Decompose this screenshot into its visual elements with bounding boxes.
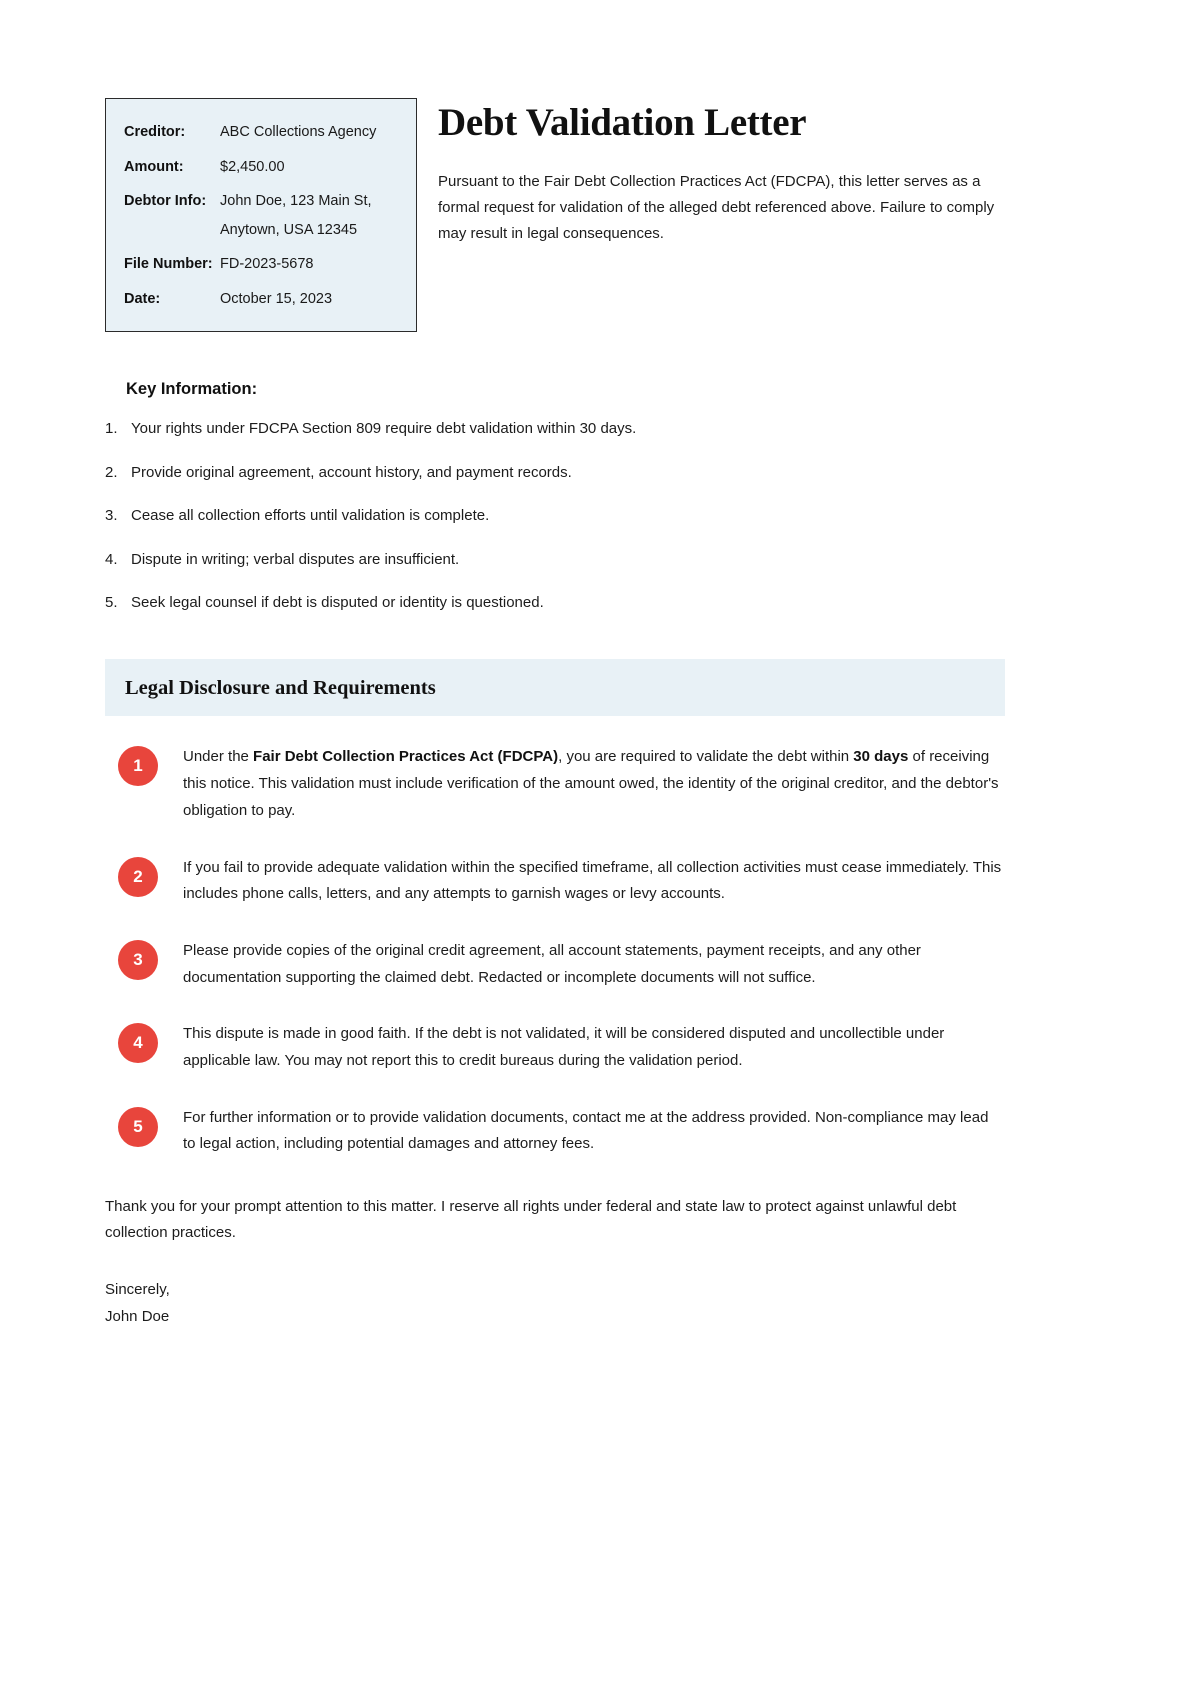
meta-value-creditor: ABC Collections Agency [220,124,377,140]
salutation: Sincerely, [105,1280,170,1298]
meta-row-debtor-info [124,192,398,240]
clause-text: Please provide copies of the original credit agreement, all account statements, payment receipts, and any other documentation supporting the claimed debt. Redacted or incomplete documents will not suffice. [183,941,921,986]
key-item-text: Cease all collection efforts until validation is complete. [131,507,490,525]
key-information-heading: Key Information: [126,380,258,399]
closing-paragraph: Thank you for your prompt attention to this matter. I reserve all rights under federal and state law to protect against unlawful debt collection practices. [105,1198,957,1241]
meta-value-date: October 15, 2023 [220,290,333,307]
document-content [105,0,1005,1330]
key-item-number: 1. [105,420,118,438]
legal-clause-item [105,744,1005,824]
clause-text: This dispute is made in good faith. If the debt is not validated, it will be considered disputed and uncollectible under applicable law. You may not report this to credit bureaus during the validation period. [183,1025,945,1069]
meta-value-debtor-info [220,192,398,240]
meta-row-date [124,290,398,310]
key-item-number: 5. [105,594,118,612]
clause-text: Under the Fair Debt Collection Practices Act (FDCPA), you are required to validate the debt within 30 days of receiving this notice. This validation must include verification of the amount owed, the identity of the original creditor, and the debtor's obligation to pay. [183,748,999,819]
clause-number-badge: 5 [118,1107,158,1147]
meta-value-amount: $2,450.00 [220,158,285,175]
list-item [105,592,1005,615]
meta-label-file-number: File Number: [124,256,213,273]
meta-row-amount [124,158,398,178]
meta-value-debtor-line1: John Doe, 123 Main St, [220,193,372,210]
clause-number-badge: 4 [118,1023,158,1063]
legal-clause-item [105,855,1005,908]
key-item-number: 4. [105,550,118,568]
list-item [105,462,1005,485]
list-item [105,505,1005,528]
meta-label-amount: Amount: [124,158,184,175]
key-item-text: Dispute in writing; verbal disputes are insufficient. [131,550,460,568]
key-item-text: Provide original agreement, account history, and payment records. [131,463,572,481]
clause-text: If you fail to provide adequate validation within the specified timeframe, all collection activities must cease immediately. This includes phone calls, letters, and any attempts to garnish wages or levy accounts. [183,858,1002,903]
case-summary-box [105,98,417,332]
meta-label-date: Date: [124,290,161,307]
meta-label-creditor: Creditor: [124,124,186,140]
key-item-text: Your rights under FDCPA Section 809 require debt validation within 30 days. [131,420,637,438]
legal-clause-item [105,1105,1005,1158]
key-item-text: Seek legal counsel if debt is disputed or identity is questioned. [131,594,544,612]
signature-block [105,1276,1005,1330]
clause-number-badge: 1 [118,746,158,786]
key-item-number: 3. [105,507,118,525]
list-item [105,549,1005,572]
meta-value-debtor-line2: Anytown, USA 12345 [220,221,358,238]
key-item-number: 2. [105,463,118,481]
intro-paragraph: Pursuant to the Fair Debt Collection Practices Act (FDCPA), this letter serves as a formal request for validation of the alleged debt referenced above. Failure to comply may result in legal consequences. [438,173,995,242]
list-item [105,418,1005,441]
meta-row-file-number [124,255,398,275]
title-block [417,98,1005,247]
meta-row-creditor [124,123,398,143]
meta-value-file-number: FD-2023-5678 [220,256,314,273]
legal-disclosure-title: Legal Disclosure and Requirements [125,676,436,699]
legal-clause-list [105,744,1005,1158]
meta-label-debtor-info: Debtor Info: [124,193,207,210]
legal-disclosure-banner [105,659,1005,717]
legal-clause-item [105,1021,1005,1074]
key-information-section [105,380,1005,615]
document-header [105,0,1005,332]
clause-number-badge: 2 [118,857,158,897]
signature-name: John Doe [105,1307,170,1325]
clause-number-badge: 3 [118,940,158,980]
key-information-list [105,418,1005,615]
legal-clause-item [105,938,1005,991]
page-title: Debt Validation Letter [438,101,807,144]
clause-text: For further information or to provide validation documents, contact me at the address provided. Non-compliance may lead to legal action, including potential damages and attorney fees. [183,1108,989,1153]
